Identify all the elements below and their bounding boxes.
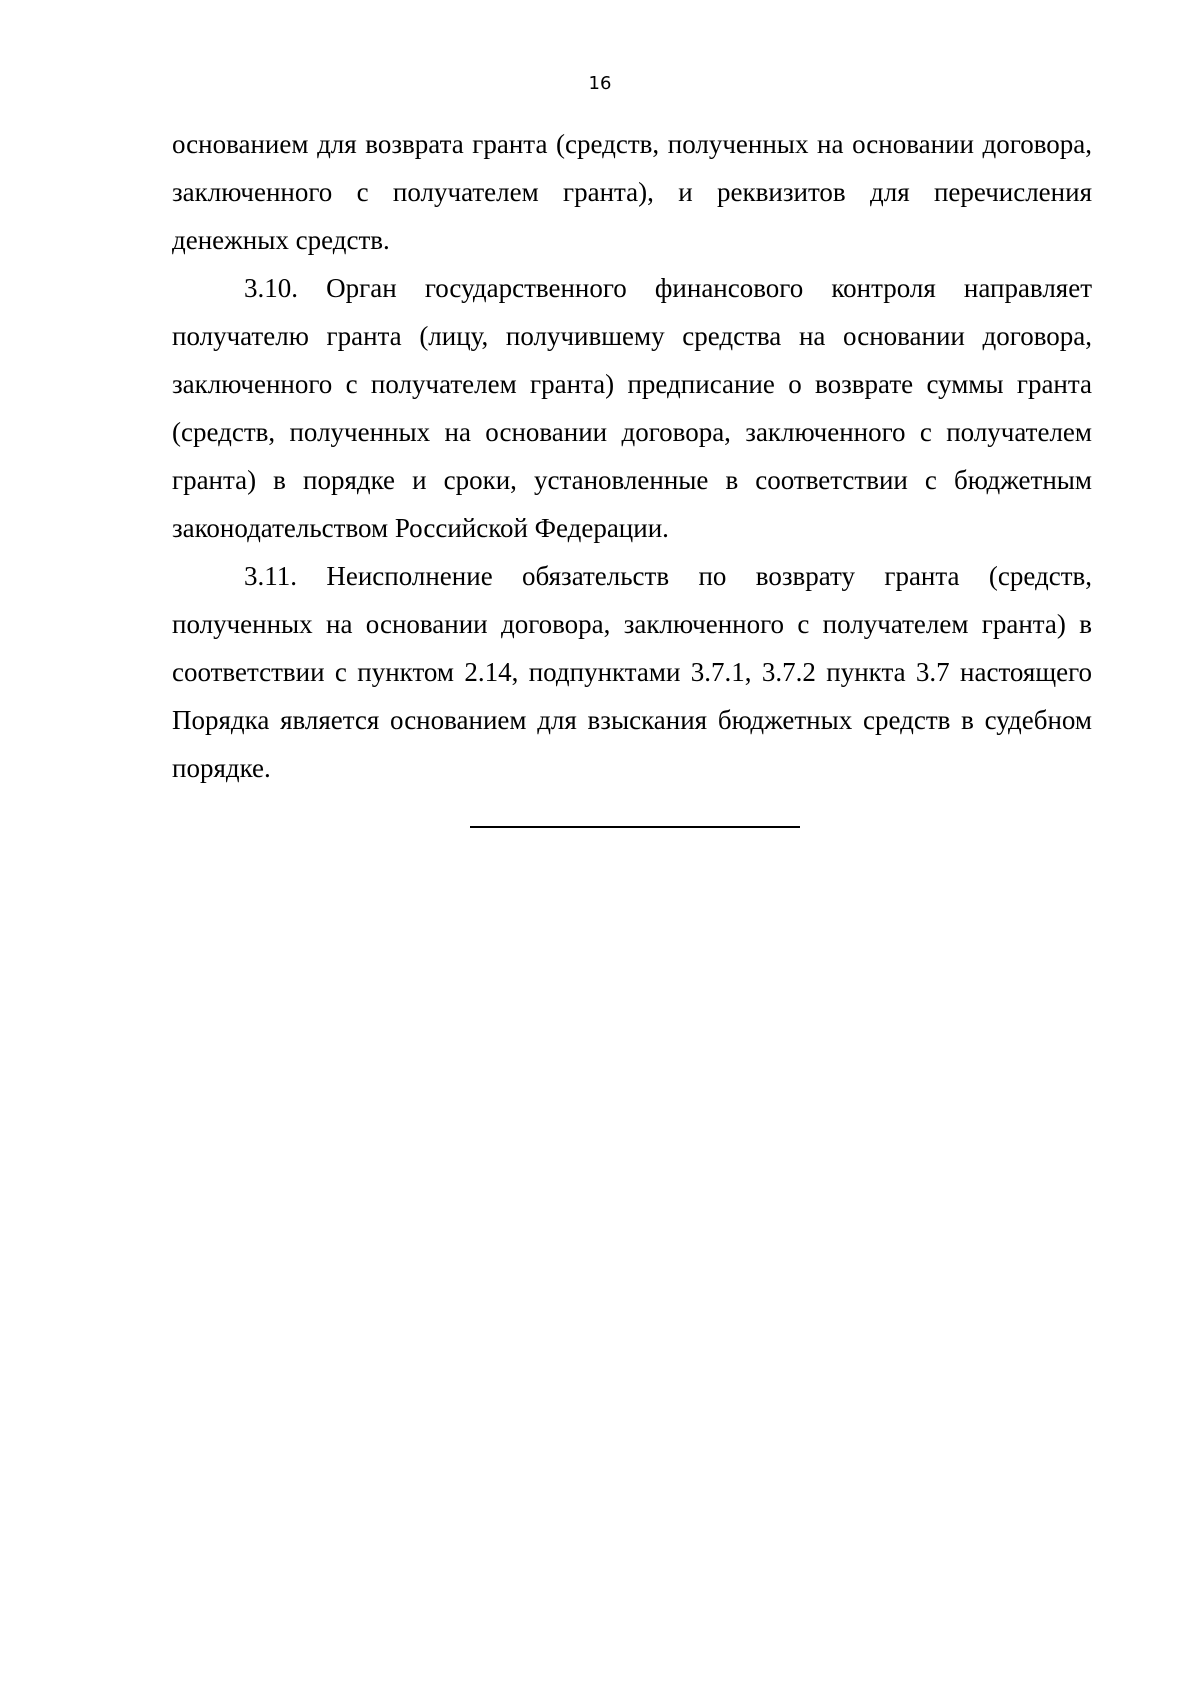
paragraph-3-10: 3.10. Орган государственного финансового контроля направляет получателю гранта (лицу, получившему средства на основании договора, заключенного с получателем гранта) предписание о возврате суммы гранта (средств, полученных на основании договора, заключенного с получателем гранта) в порядке и сроки, установленные в соответствии с бюджетным законодательством Российской Федерации.: [172, 273, 1092, 543]
paragraph-3-11: 3.11. Неисполнение обязательств по возврату гранта (средств, полученных на основании договора, заключенного с получателем гранта) в соответствии с пунктом 2.14, подпунктами 3.7.1, 3.7.2 пункта 3.7 настоящего Порядка является основанием для взыскания бюджетных средств в судебном порядке.: [172, 561, 1092, 783]
document-body: [172, 120, 1092, 792]
paragraph-continuation: основанием для возврата гранта (средств, полученных на основании договора, заключенного с получателем гранта), и реквизитов для перечисления денежных средств.: [172, 129, 1092, 255]
end-separator-line: [470, 826, 800, 828]
page-number: 16: [588, 73, 612, 94]
